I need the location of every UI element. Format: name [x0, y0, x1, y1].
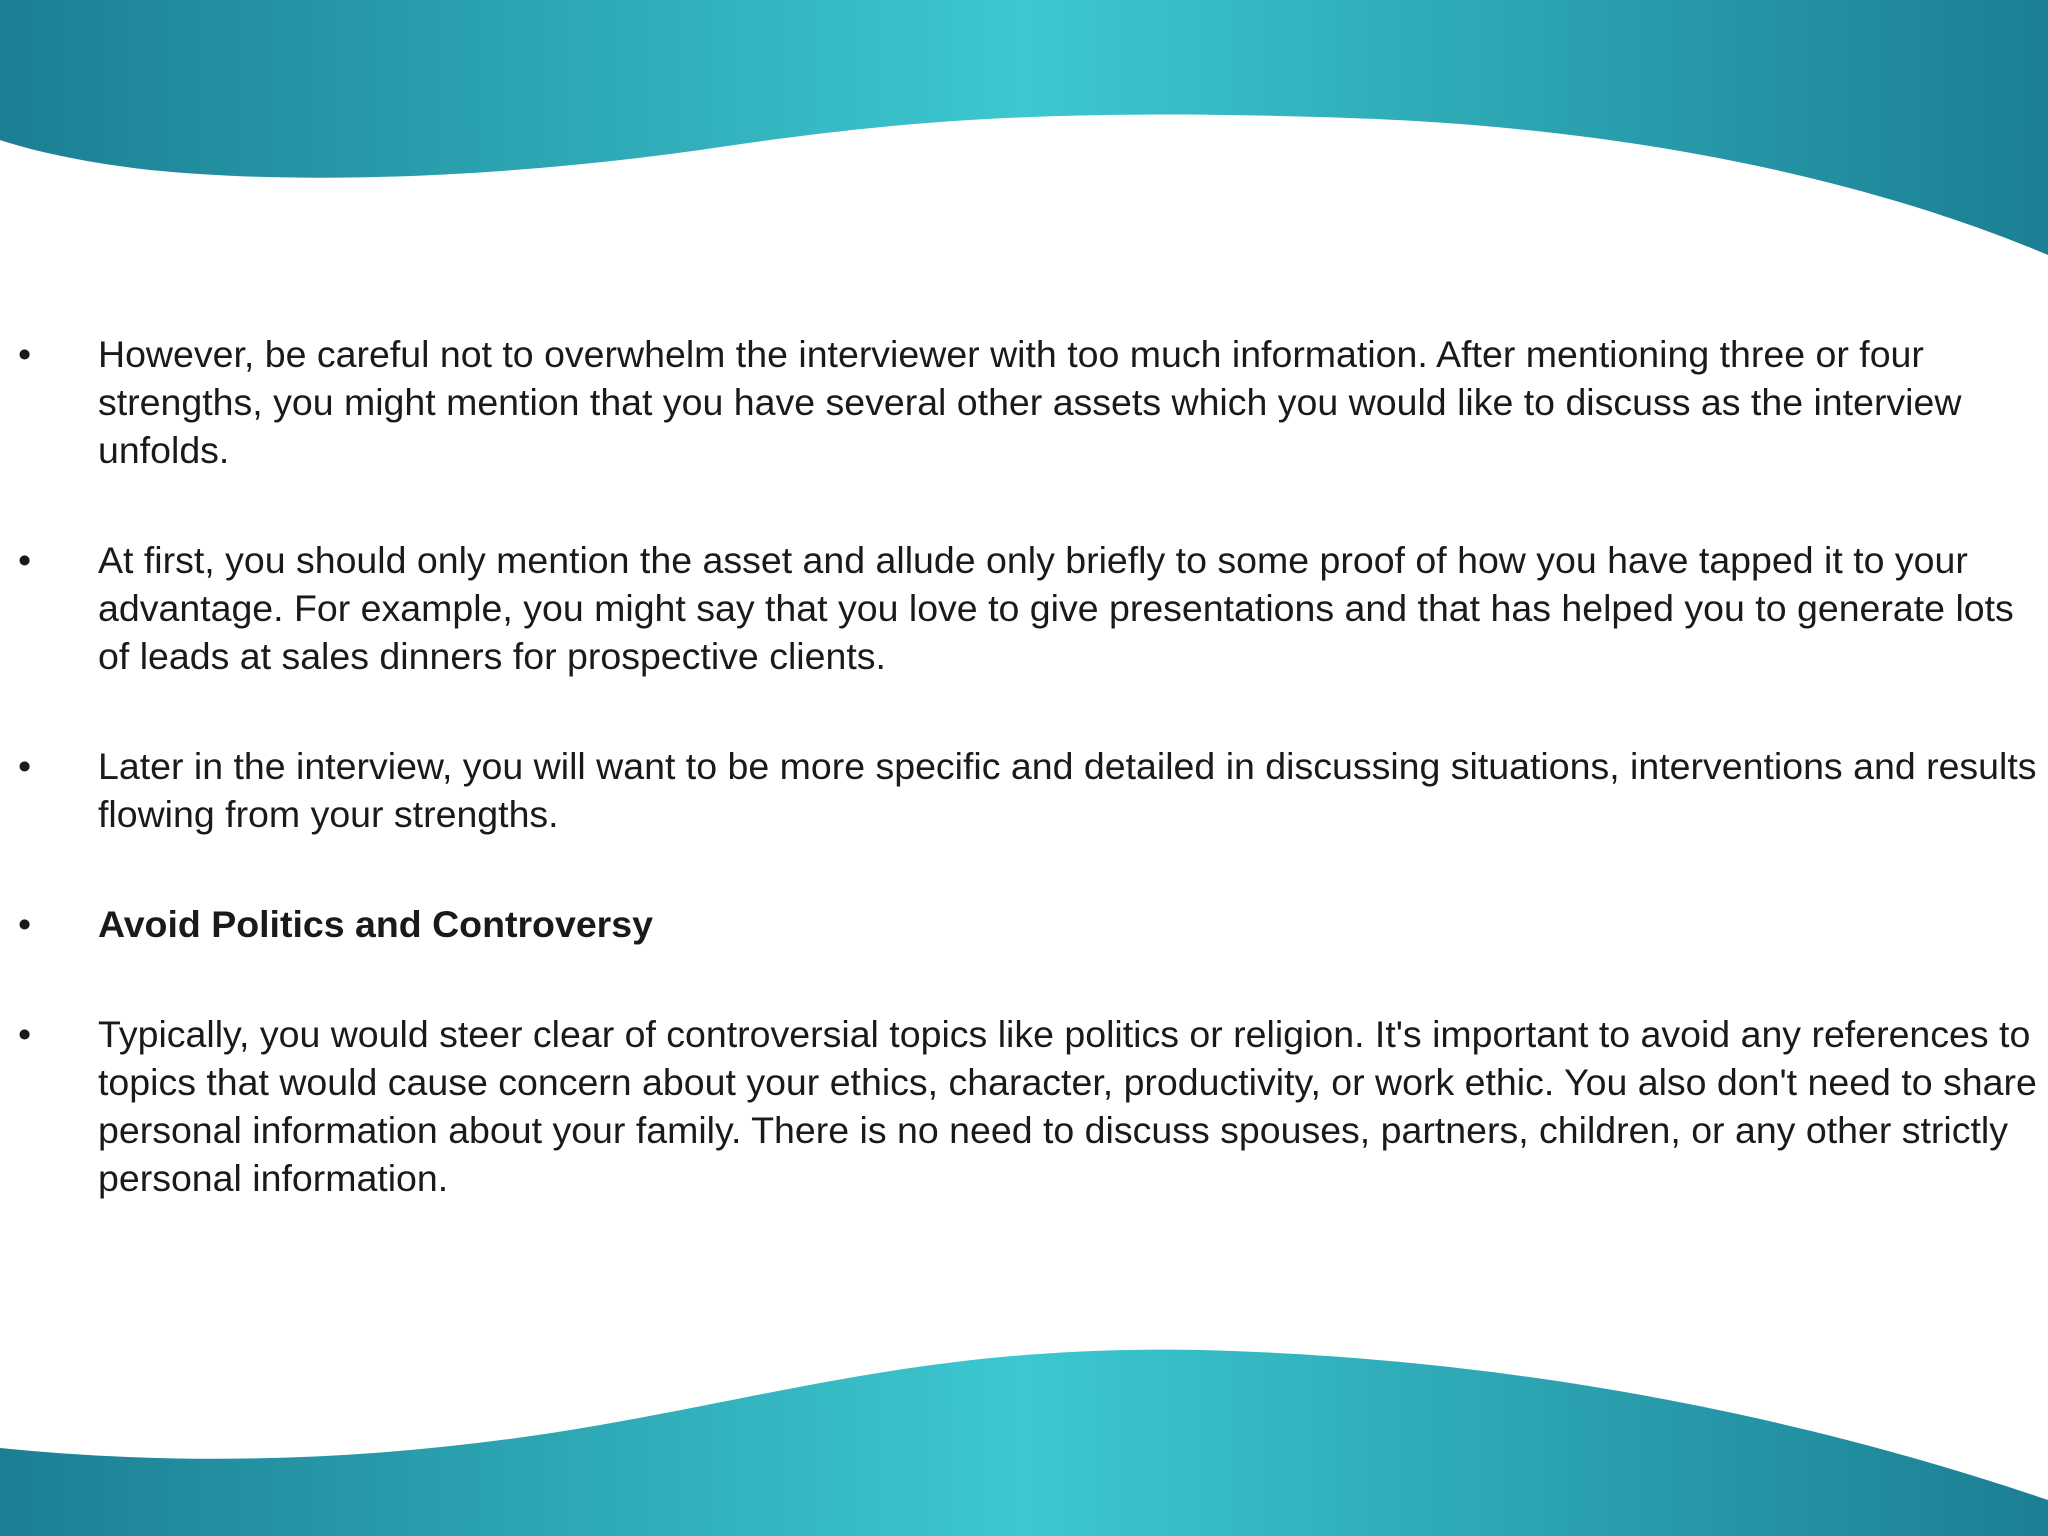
- bullet-text: Typically, you would steer clear of controversial topics like politics or religion. It's important to avoid any references to topics that would cause concern about your ethics, character, productivity, or work ethic. You also don't need to share personal information about your family. There is no need to discuss spouses, partners, children, or any other strictly personal information.: [98, 1013, 2037, 1199]
- bullet-marker: •: [18, 333, 32, 375]
- bullet-text: Later in the interview, you will want to be more specific and detailed in discussing situations, interventions and results flowing from your strengths.: [98, 745, 2037, 835]
- bullet-item-asset: [0, 536, 2040, 680]
- bullet-marker: •: [18, 745, 32, 787]
- bullet-marker: •: [18, 903, 32, 945]
- bullet-item-overwhelm: [0, 330, 2040, 474]
- bullet-list: [0, 330, 2040, 1264]
- bullet-text: However, be careful not to overwhelm the interviewer with too much information. After mentioning three or four strengths, you might mention that you have several other assets which you would like to discuss as the interview unfolds.: [98, 333, 1962, 471]
- bullet-marker: •: [18, 1013, 32, 1055]
- bullet-item-typically: [0, 1010, 2040, 1202]
- bullet-marker: •: [18, 539, 32, 581]
- bullet-text: At first, you should only mention the asset and allude only briefly to some proof of how you have tapped it to your advantage. For example, you might say that you love to give presentations and that has helped you to generate lots of leads at sales dinners for prospective clients.: [98, 539, 2014, 677]
- bullet-item-later: [0, 742, 2040, 838]
- section-heading: Avoid Politics and Controversy: [98, 903, 653, 945]
- bullet-item-heading: [0, 900, 2040, 948]
